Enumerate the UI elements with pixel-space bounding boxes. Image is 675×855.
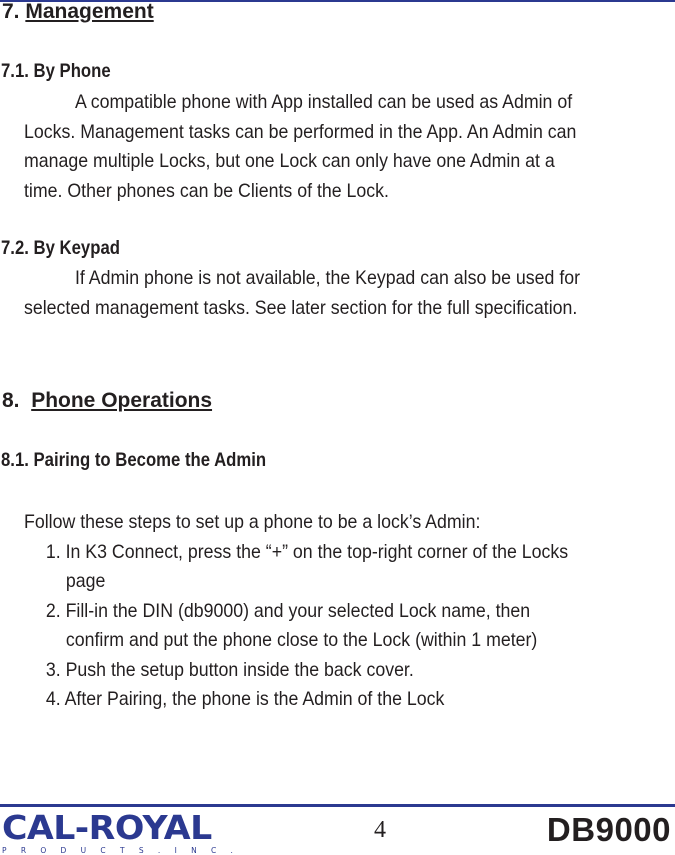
section-7-title-text: Management — [25, 0, 154, 23]
section-8-number: 8. — [2, 389, 20, 412]
subsection-7-1-body — [24, 88, 576, 206]
logo-subtext: PRODUCTS.INC. — [2, 846, 248, 855]
list-item: 3. Push the setup button inside the back cover. — [45, 658, 414, 681]
subsection-7-2-body — [24, 264, 580, 323]
body-line: selected management tasks. See later section for the full specification. — [24, 296, 578, 319]
list-item-continuation: confirm and put the phone close to the Lock (within 1 meter) — [65, 629, 538, 651]
subsection-7-1-heading: 7.1. By Phone — [1, 61, 111, 82]
list-item: 2. Fill-in the DIN (db9000) and your selected Lock name, then — [45, 599, 531, 622]
section-8-title-text: Phone Operations — [31, 389, 213, 412]
page-number: 4 — [374, 817, 386, 843]
subsection-7-2-heading: 7.2. By Keypad — [1, 238, 120, 259]
section-7-title — [2, 0, 154, 24]
subsection-8-1-heading: 8.1. Pairing to Become the Admin — [1, 450, 267, 471]
body-line: time. Other phones can be Clients of the Lock. — [24, 179, 389, 202]
cal-royal-logo — [2, 809, 248, 855]
body-line: manage multiple Locks, but one Lock can only have one Admin at a — [24, 150, 555, 172]
body-line: A compatible phone with App installed can be used as Admin of — [74, 91, 573, 113]
logo-wordmark: CAL-ROYAL — [2, 809, 212, 848]
body-line: If Admin phone is not available, the Keypad can also be used for — [74, 267, 581, 289]
section-7-number: 7. — [2, 0, 20, 23]
body-line: Locks. Management tasks can be performed in the App. An Admin can — [24, 120, 577, 143]
footer-rule — [0, 804, 675, 807]
document-id: DB9000 — [546, 811, 671, 848]
intro-text: Follow these steps to set up a phone to be a lock’s Admin: — [24, 511, 481, 533]
list-item: 4. After Pairing, the phone is the Admin of the Lock — [45, 688, 445, 710]
subsection-8-1-body — [24, 508, 568, 715]
list-item: 1. In K3 Connect, press the “+” on the top-right corner of the Locks — [45, 540, 569, 563]
section-8-title — [2, 389, 212, 413]
list-item-continuation: page — [65, 570, 106, 592]
